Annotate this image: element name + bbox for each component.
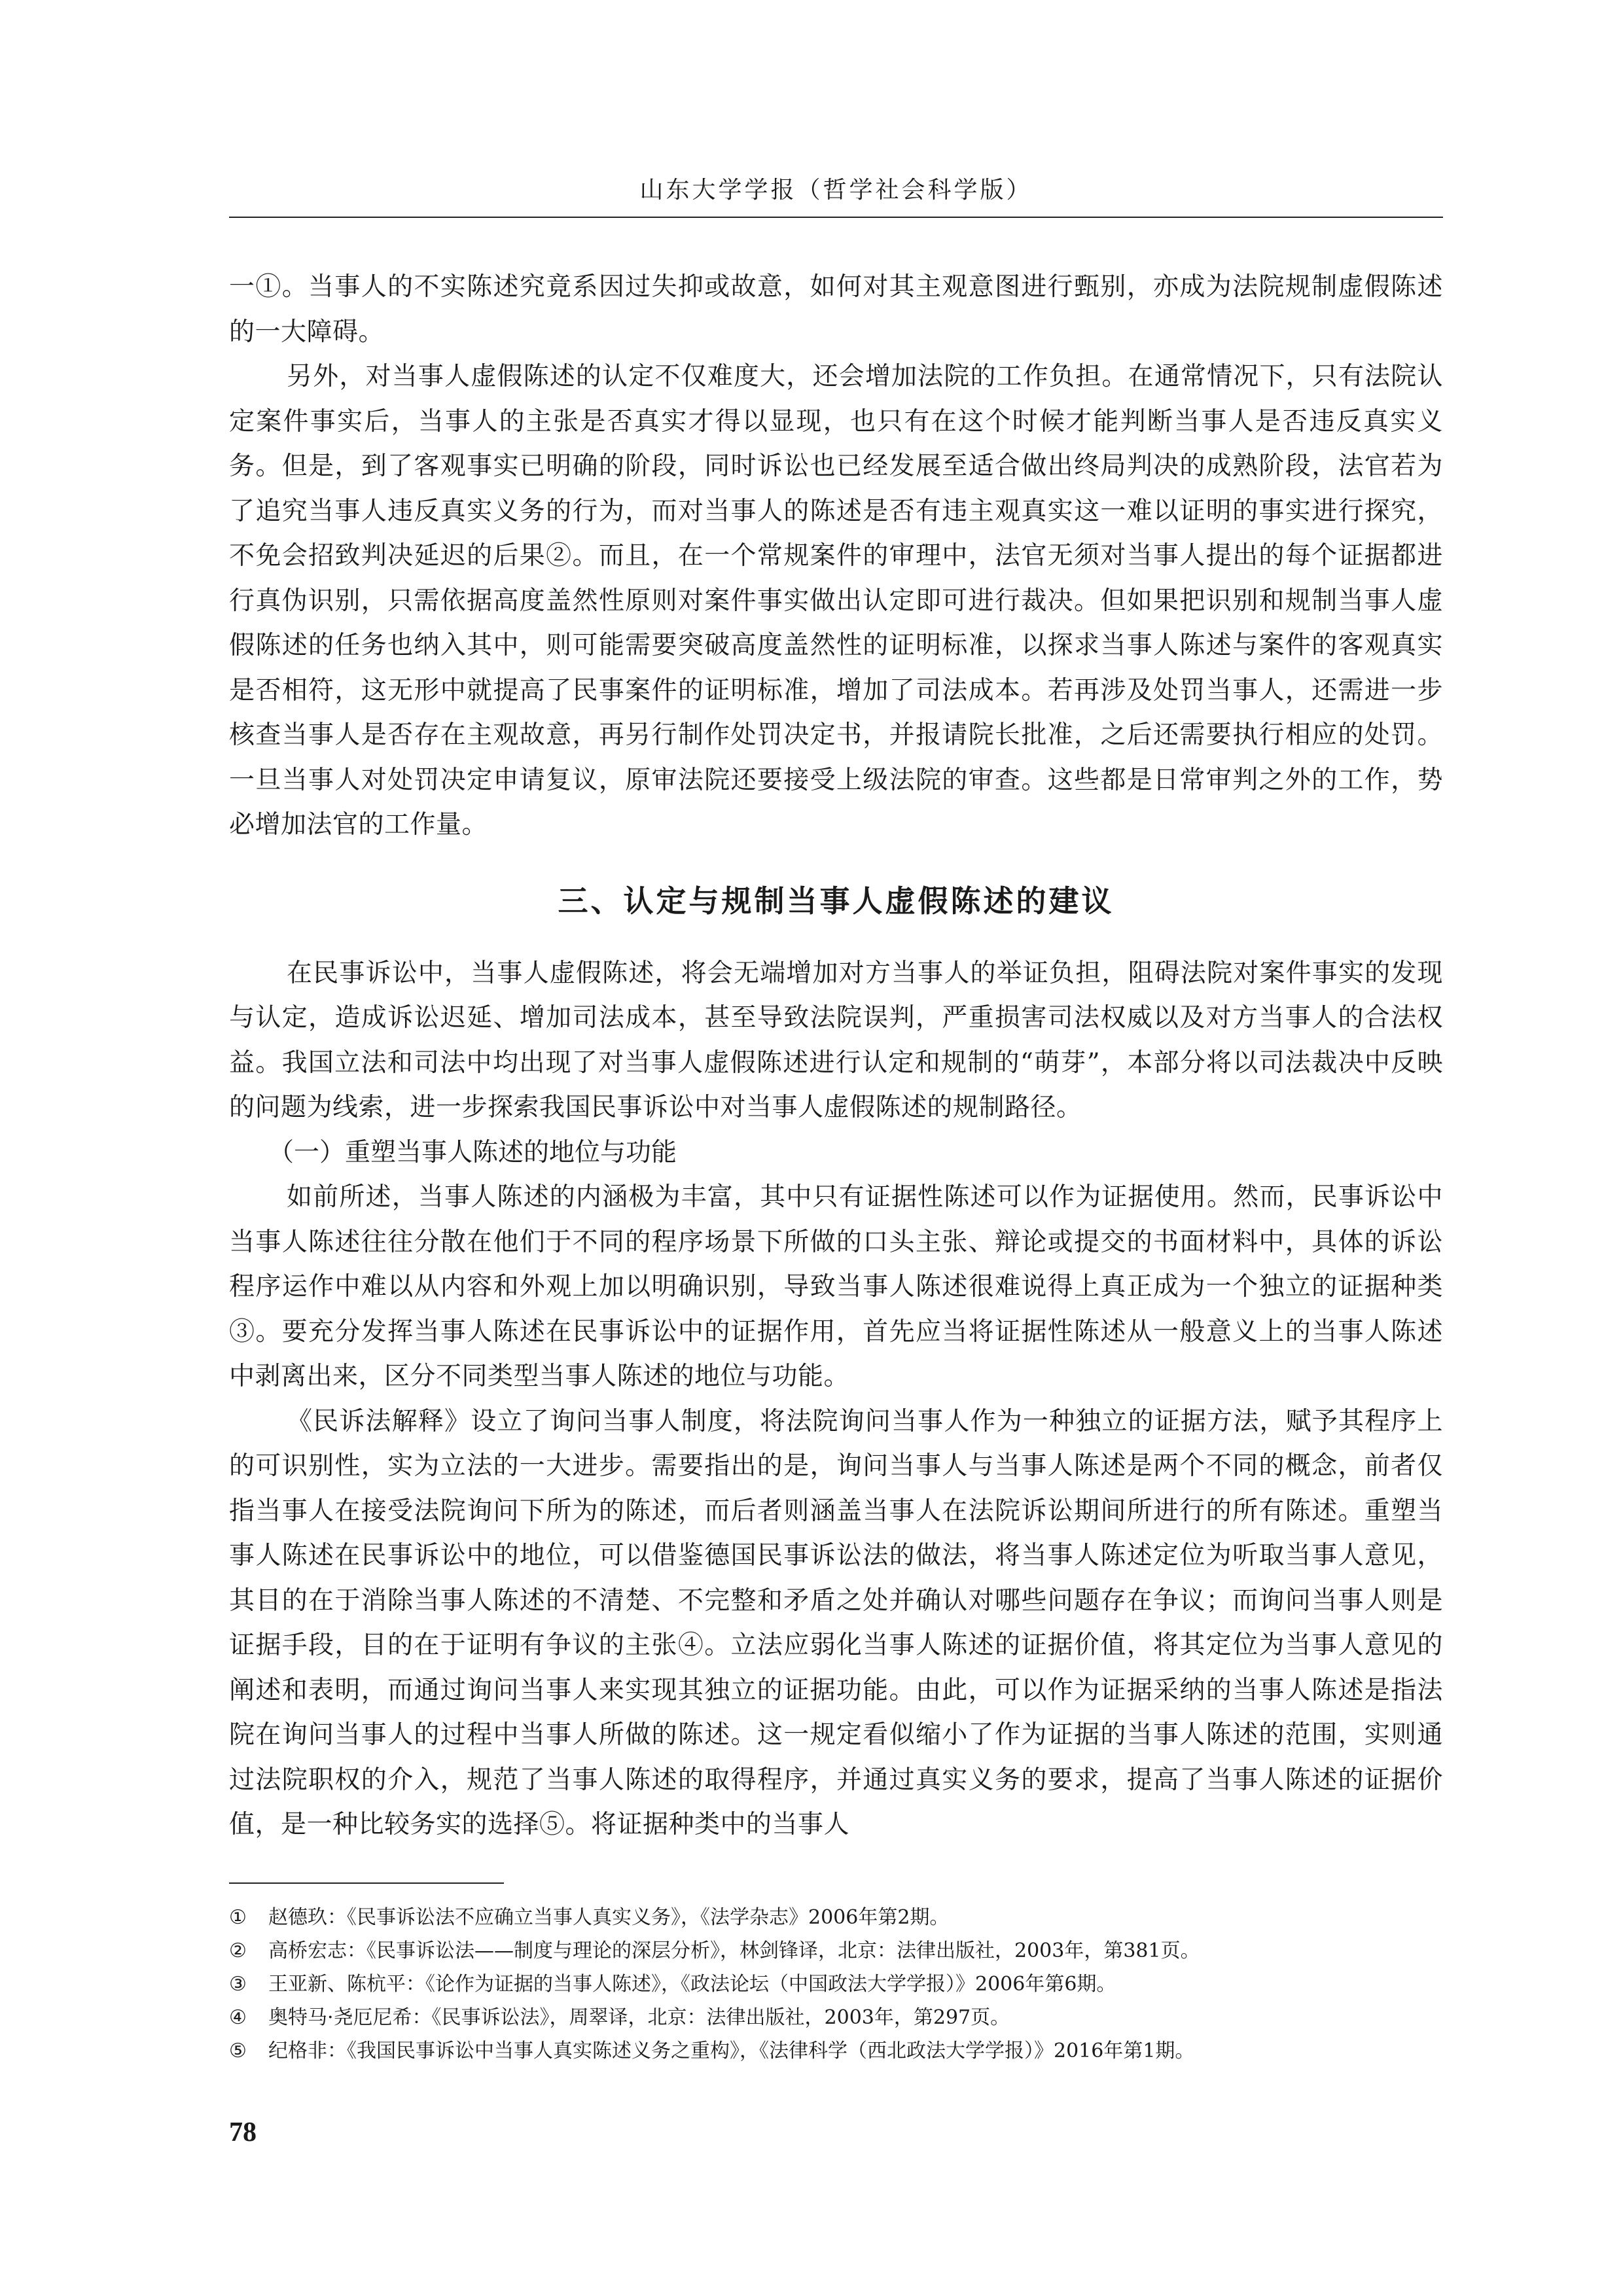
footnote-mark: ⑤ (229, 2040, 247, 2062)
footnote (229, 1968, 1443, 2001)
article-body (229, 265, 1443, 1848)
footnote (229, 1901, 1443, 1934)
footnote-rule (229, 1882, 504, 1884)
footnote-text: 王亚新、陈杭平：《论作为证据的当事人陈述》，《政法论坛（中国政法大学学报）》2006年第6期。 (268, 1973, 1116, 1996)
sub-heading: （一）重塑当事人陈述的地位与功能 (268, 1137, 677, 1167)
paragraph: 如前所述，当事人陈述的内涵极为丰富，其中只有证据性陈述可以作为证据使用。然而，民事诉讼中当事人陈述往往分散在他们于不同的程序场景下所做的口头主张、辩论或提交的书面材料中，具体的诉讼程序运作中难以从内容和外观上加以明确识别，导致当事人陈述很难说得上真正成为一个独立的证据种类③。要充分发挥当事人陈述在民事诉讼中的证据作用，首先应当将证据性陈述从一般意义上的当事人陈述中剥离出来，区分不同类型当事人陈述的地位与功能。 (229, 1182, 1443, 1391)
footnote-text: 高桥宏志：《民事诉讼法——制度与理论的深层分析》，林剑锋译，北京：法律出版社，2003年，第381页。 (268, 1939, 1200, 1962)
footnote-mark: ④ (229, 2006, 247, 2029)
paragraph: 《民诉法解释》设立了询问当事人制度，将法院询问当事人作为一种独立的证据方法，赋予其程序上的可识别性，实为立法的一大进步。需要指出的是，询问当事人与当事人陈述是两个不同的概念，前者仅指当事人在接受法院询问下所为的陈述，而后者则涵盖当事人在法院诉讼期间所进行的所有陈述。重塑当事人陈述在民事诉讼中的地位，可以借鉴德国民事诉讼法的做法，将当事人陈述定位为听取当事人意见，其目的在于消除当事人陈述的不清楚、不完整和矛盾之处并确认对哪些问题存在争议；而询问当事人则是证据手段，目的在于证明有争议的主张④。立法应弱化当事人陈述的证据价值，将其定位为当事人意见的阐述和表明，而通过询问当事人来实现其独立的证据功能。由此，可以作为证据采纳的当事人陈述是指法院在询问当事人的过程中当事人所做的陈述。这一规定看似缩小了作为证据的当事人陈述的范围，实则通过法院职权的介入，规范了当事人陈述的取得程序，并通过真实义务的要求，提高了当事人陈述的证据价值，是一种比较务实的选择⑤。将证据种类中的当事人 (229, 1406, 1443, 1839)
footnote-text: 赵德玖：《民事诉讼法不应确立当事人真实义务》，《法学杂志》2006年第2期。 (268, 1906, 950, 1929)
running-header: 山东大学学报（哲学社会科学版） (639, 177, 1033, 203)
footnote-mark: ③ (229, 1973, 247, 1996)
paragraph-continued: 一①。当事人的不实陈述究竟系因过失抑或故意，如何对其主观意图进行甄别，亦成为法院规制虚假陈述的一大障碍。 (229, 272, 1443, 347)
section-title: 三、认定与规制当事人虚假陈述的建议 (558, 883, 1115, 919)
paragraph: 另外，对当事人虚假陈述的认定不仅难度大，还会增加法院的工作负担。在通常情况下，只有法院认定案件事实后，当事人的主张是否真实才得以显现，也只有在这个时候才能判断当事人是否违反真实义务。但是，到了客观事实已明确的阶段，同时诉讼也已经发展至适合做出终局判决的成熟阶段，法官若为了追究当事人违反真实义务的行为，而对当事人的陈述是否有违主观真实这一难以证明的事实进行探究，不免会招致判决延迟的后果②。而且，在一个常规案件的审理中，法官无须对当事人提出的每个证据都进行真伪识别，只需依据高度盖然性原则对案件事实做出认定即可进行裁决。但如果把识别和规制当事人虚假陈述的任务也纳入其中，则可能需要突破高度盖然性的证明标准，以探求当事人陈述与案件的客观真实是否相符，这无形中就提高了民事案件的证明标准，增加了司法成本。若再涉及处罚当事人，还需进一步核查当事人是否存在主观故意，再另行制作处罚决定书，并报请院长批准，之后还需要执行相应的处罚。一旦当事人对处罚决定申请复议，原审法院还要接受上级法院的审查。这些都是日常审判之外的工作，势必增加法官的工作量。 (229, 362, 1443, 839)
footnote (229, 2034, 1443, 2068)
header-rule (229, 217, 1443, 218)
paragraph: 在民事诉讼中，当事人虚假陈述，将会无端增加对方当事人的举证负担，阻碍法院对案件事实的发现与认定，造成诉讼迟延、增加司法成本，甚至导致法院误判，严重损害司法权威以及对方当事人的合法权益。我国立法和司法中均出现了对当事人虚假陈述进行认定和规制的“萌芽”，本部分将以司法裁决中反映的问题为线索，进一步探索我国民事诉讼中对当事人虚假陈述的规制路径。 (229, 958, 1443, 1122)
footnote (229, 2001, 1443, 2034)
footnote-mark: ① (229, 1906, 247, 1929)
footnote (229, 1934, 1443, 1968)
footnote-text: 奥特马·尧厄尼希：《民事诉讼法》，周翠译，北京：法律出版社，2003年，第297页。 (268, 2006, 1010, 2029)
footnote-text: 纪格非：《我国民事诉讼中当事人真实陈述义务之重构》，《法律科学（西北政法大学学报）》2016年第1期。 (268, 2040, 1195, 2062)
page-number: 78 (229, 2117, 257, 2147)
footnote-mark: ② (229, 1939, 247, 1962)
footnotes (229, 1901, 1443, 2068)
